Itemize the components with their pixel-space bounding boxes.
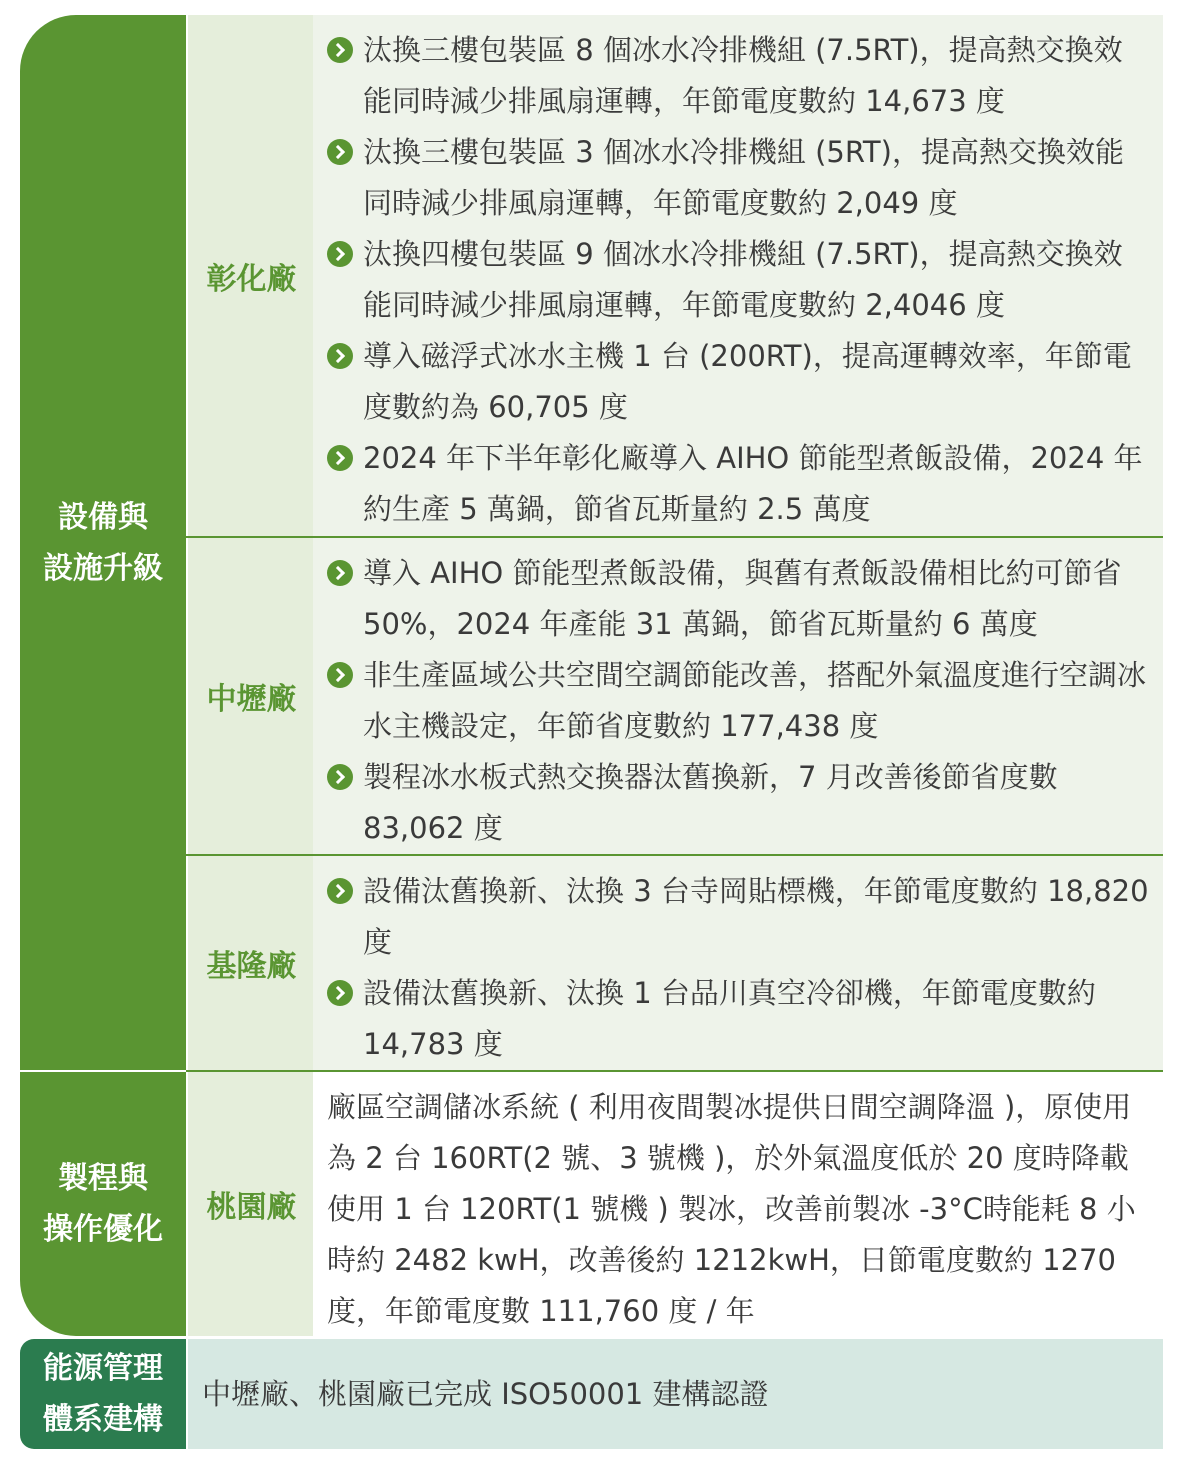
chevron-right-icon bbox=[327, 445, 353, 471]
list-item: 導入磁浮式冰水主機 1 台 (200RT)，提高運轉效率，年節電度數約為 60,705 度 bbox=[327, 331, 1149, 433]
chevron-right-icon bbox=[327, 139, 353, 165]
chevron-right-icon bbox=[327, 37, 353, 63]
paragraph: 中壢廠、桃園廠已完成 ISO50001 建構認證 bbox=[202, 1377, 769, 1411]
category-line: 設施升級 bbox=[43, 550, 163, 586]
list-item: 非生產區域公共空間空調節能改善，搭配外氣溫度進行空調冰水主機設定，年節省度數約 177,438 度 bbox=[327, 650, 1149, 752]
factory-content bbox=[313, 1072, 1163, 1336]
factory-row-taoyuan bbox=[20, 1072, 1163, 1336]
factory-row-keelung bbox=[20, 856, 1163, 1070]
category-line: 操作優化 bbox=[43, 1212, 163, 1247]
chevron-right-icon bbox=[327, 241, 353, 267]
paragraph: 廠區空調儲冰系統 ( 利用夜間製冰提供日間空調降溫 )，原使用為 2 台 160RT(2 號、3 號機 )，於外氣溫度低於 20 度時降載使用 1 台 120RT(1 號機 ) 製冰，改善前製冰 -3°C時能耗 8 小時約 2482 kwH，改善後約 1212kwH，日節電度數約 1270 度，年節電度數 111,760 度 / 年 bbox=[327, 1090, 1136, 1328]
chevron-right-icon bbox=[327, 980, 353, 1006]
factory-name: 桃園廠 bbox=[186, 1072, 315, 1336]
factory-content bbox=[313, 856, 1163, 1070]
list-item: 導入 AIHO 節能型煮飯設備，與舊有煮飯設備相比約可節省 50%，2024 年產能 31 萬鍋，節省瓦斯量約 6 萬度 bbox=[327, 548, 1149, 650]
section-equipment-upgrade bbox=[20, 15, 1163, 1070]
chevron-right-icon bbox=[327, 343, 353, 369]
factory-row-zhongli bbox=[20, 538, 1163, 854]
category-label bbox=[20, 1339, 186, 1449]
list-item: 製程冰水板式熱交換器汰舊換新，7 月改善後節省度數 83,062 度 bbox=[327, 752, 1149, 854]
list-item: 汰換三樓包裝區 3 個冰水冷排機組 (5RT)，提高熱交換效能同時減少排風扇運轉，年節電度數約 2,049 度 bbox=[327, 127, 1149, 229]
chevron-right-icon bbox=[327, 878, 353, 904]
factory-content bbox=[313, 15, 1163, 536]
category-line: 製程與 bbox=[58, 1161, 148, 1196]
list-item: 設備汰舊換新、汰換 1 台品川真空冷卻機，年節電度數約 14,783 度 bbox=[327, 968, 1149, 1070]
chevron-right-icon bbox=[327, 764, 353, 790]
list-item: 汰換四樓包裝區 9 個冰水冷排機組 (7.5RT)，提高熱交換效能同時減少排風扇運轉，年節電度數約 2,4046 度 bbox=[327, 229, 1149, 331]
list-item: 2024 年下半年彰化廠導入 AIHO 節能型煮飯設備，2024 年約生產 5 萬鍋，節省瓦斯量約 2.5 萬度 bbox=[327, 433, 1149, 535]
factory-content bbox=[186, 1339, 1163, 1449]
section-process-optimization bbox=[20, 1072, 1163, 1336]
factory-name: 基隆廠 bbox=[186, 856, 315, 1070]
list-item: 設備汰舊換新、汰換 3 台寺岡貼標機，年節電度數約 18,820 度 bbox=[327, 866, 1149, 968]
chevron-right-icon bbox=[327, 560, 353, 586]
factory-row-changhua bbox=[20, 15, 1163, 536]
category-line: 能源管理 bbox=[43, 1351, 163, 1386]
factory-content bbox=[313, 538, 1163, 854]
chevron-right-icon bbox=[327, 662, 353, 688]
section-energy-management bbox=[20, 1339, 1163, 1449]
list-item: 汰換三樓包裝區 8 個冰水冷排機組 (7.5RT)，提高熱交換效能同時減少排風扇運轉，年節電度數約 14,673 度 bbox=[327, 25, 1149, 127]
factory-name: 中壢廠 bbox=[186, 538, 315, 854]
category-line: 體系建構 bbox=[43, 1402, 163, 1437]
factory-name: 彰化廠 bbox=[186, 15, 315, 536]
category-line: 設備與 bbox=[58, 499, 148, 535]
